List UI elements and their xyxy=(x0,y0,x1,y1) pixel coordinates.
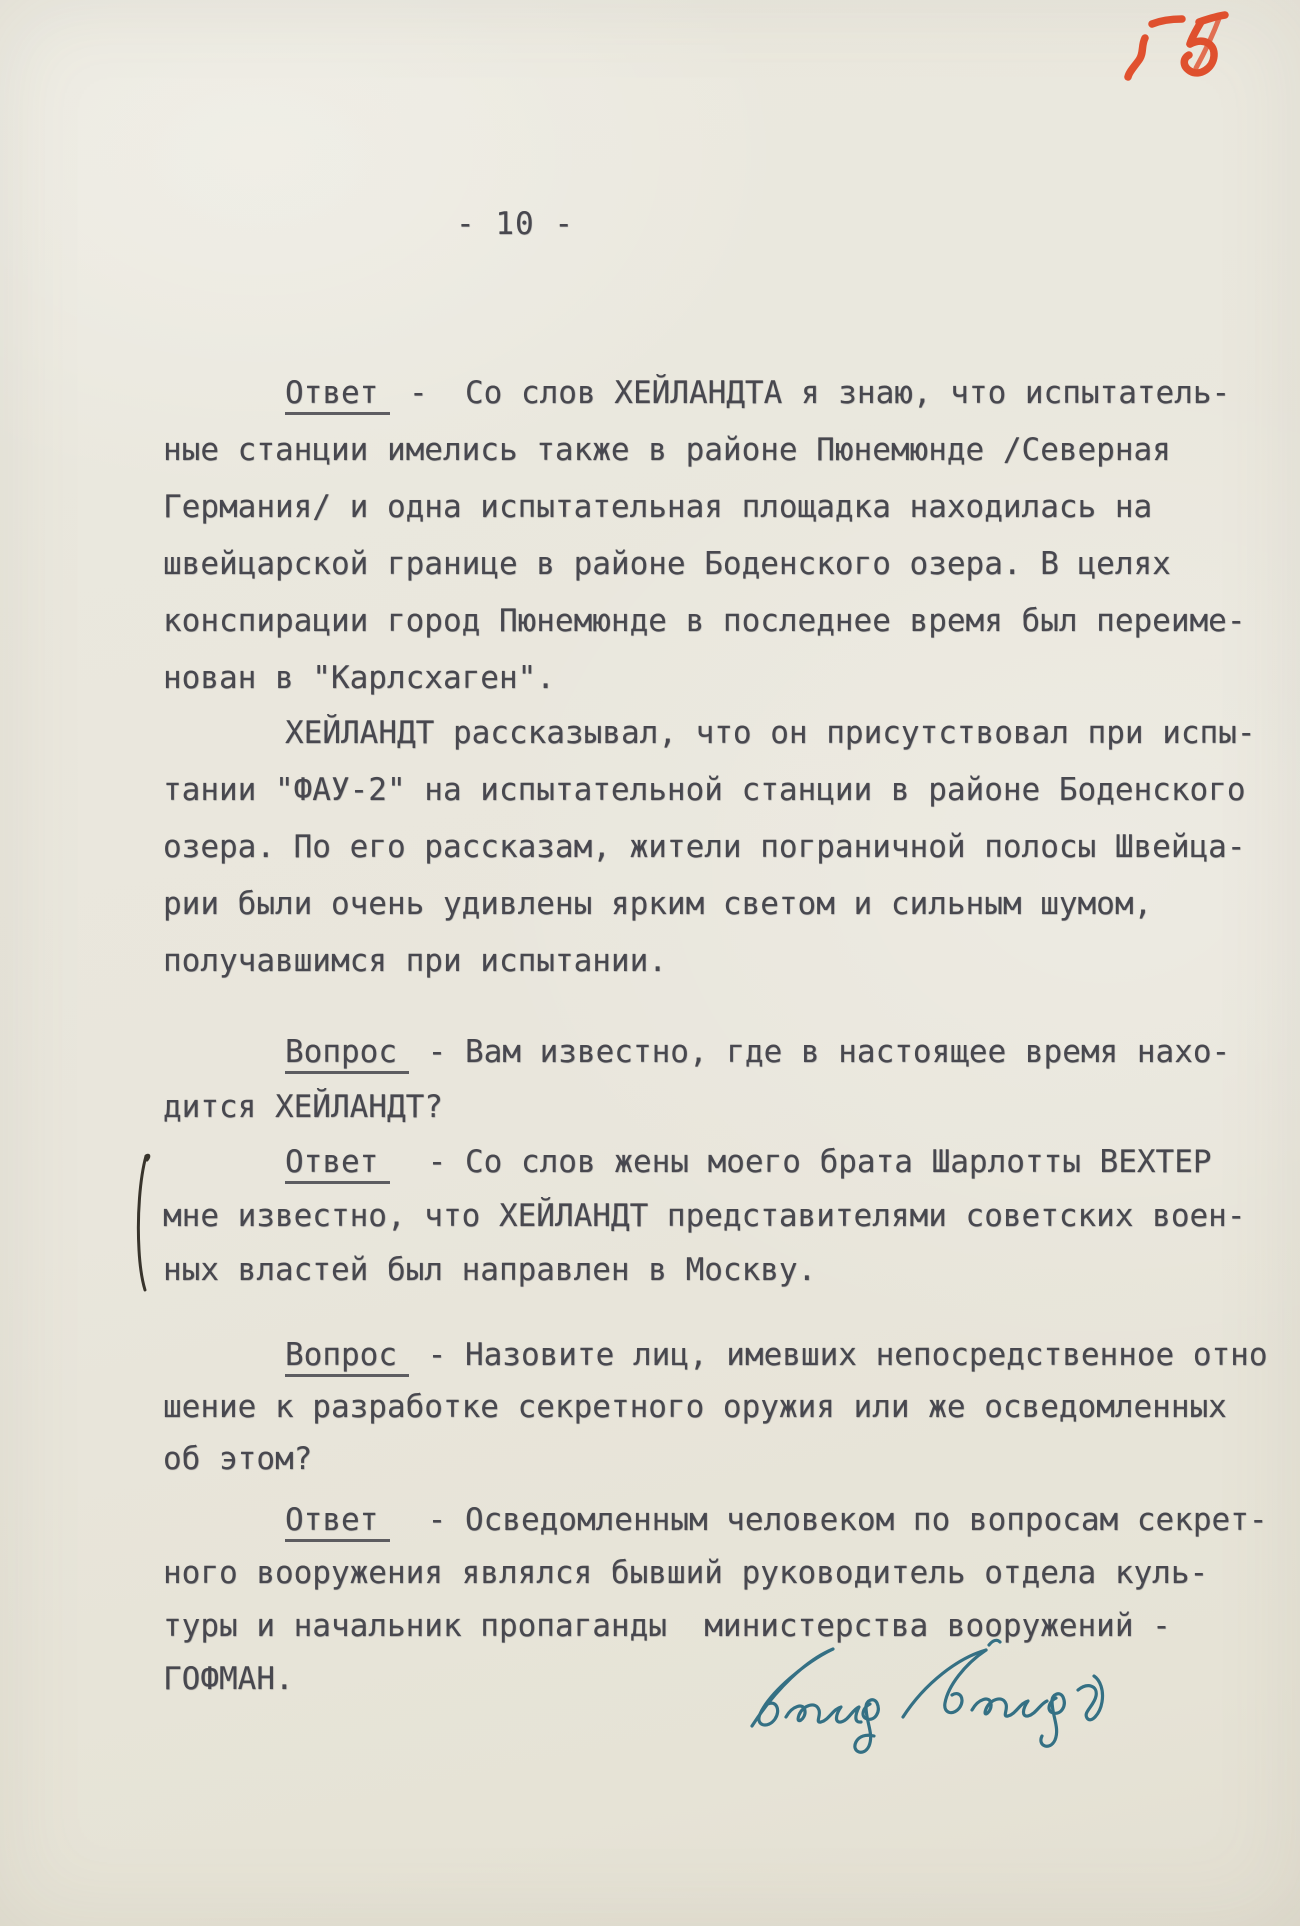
text-line: мне известно, что ХЕЙЛАНДТ представителями советских воен- xyxy=(163,1198,1246,1234)
page-number: - 10 - xyxy=(456,206,574,242)
text-line: тании "ФАУ-2" на испытательной станции в районе Боденского xyxy=(163,772,1246,808)
text-line: ных властей был направлен в Москву. xyxy=(163,1252,817,1288)
paragraph-answer-3 xyxy=(0,1494,1300,1706)
text-line: Германия/ и одна испытательная площадка находилась на xyxy=(163,489,1153,525)
text-line: Ответ - Со слов жены моего брата Шарлотты ВЕХТЕР xyxy=(0,1135,1300,1189)
text-line: нован в "Карлсхаген". xyxy=(163,660,555,696)
text-line: ные станции имелись также в районе Пюнемюнде /Северная xyxy=(163,432,1171,468)
text-line: Вопрос - Назовите лиц, имевших непосредственное отно xyxy=(0,1329,1300,1381)
text-line: ХЕЙЛАНДТ рассказывал, что он присутствовал при испы- xyxy=(285,715,1256,751)
underlined-word: Вопрос xyxy=(285,1337,409,1377)
paragraph-question-1 xyxy=(0,1025,1300,1135)
text-line: конспирации город Пюнемюнде в последнее время был переиме- xyxy=(163,603,1246,639)
text-line: дится ХЕЙЛАНДТ? xyxy=(163,1089,443,1125)
paragraph-answer-2 xyxy=(0,1135,1300,1297)
underlined-word: Ответ xyxy=(285,1144,390,1184)
text-line: шение к разработке секретного оружия или же осведомленных xyxy=(163,1389,1227,1425)
text-line: ГОФМАН. xyxy=(163,1661,294,1697)
handwritten-red-page-number xyxy=(1128,15,1225,77)
text-line: Вопрос - Вам известно, где в настоящее время нахо- xyxy=(0,1025,1300,1080)
underlined-word: Вопрос xyxy=(285,1034,409,1074)
text-line: ного вооружения являлся бывший руководитель отдела куль- xyxy=(163,1555,1209,1591)
underlined-word: Ответ xyxy=(285,1502,390,1542)
text-line: Ответ - Осведомленным человеком по вопросам секрет- xyxy=(0,1494,1300,1547)
text-line: туры и начальник пропаганды министерства вооружений - xyxy=(163,1608,1171,1644)
underlined-word: Ответ xyxy=(285,375,390,415)
paragraph-question-2 xyxy=(0,1329,1300,1485)
text-line: Ответ - Со слов ХЕЙЛАНДТА я знаю, что испытатель- xyxy=(0,365,1300,422)
text-line: об этом? xyxy=(163,1441,313,1477)
text-line: озера. По его рассказам, жители пограничной полосы Швейца- xyxy=(163,829,1246,865)
paragraph-answer-1 xyxy=(0,365,1300,707)
text-line: рии были очень удивлены ярким светом и сильным шумом, xyxy=(163,886,1153,922)
paragraph-heylandt-story xyxy=(0,705,1300,990)
text-line: получавшимся при испытании. xyxy=(163,943,667,979)
text-line: швейцарской границе в районе Боденского озера. В целях xyxy=(163,546,1171,582)
